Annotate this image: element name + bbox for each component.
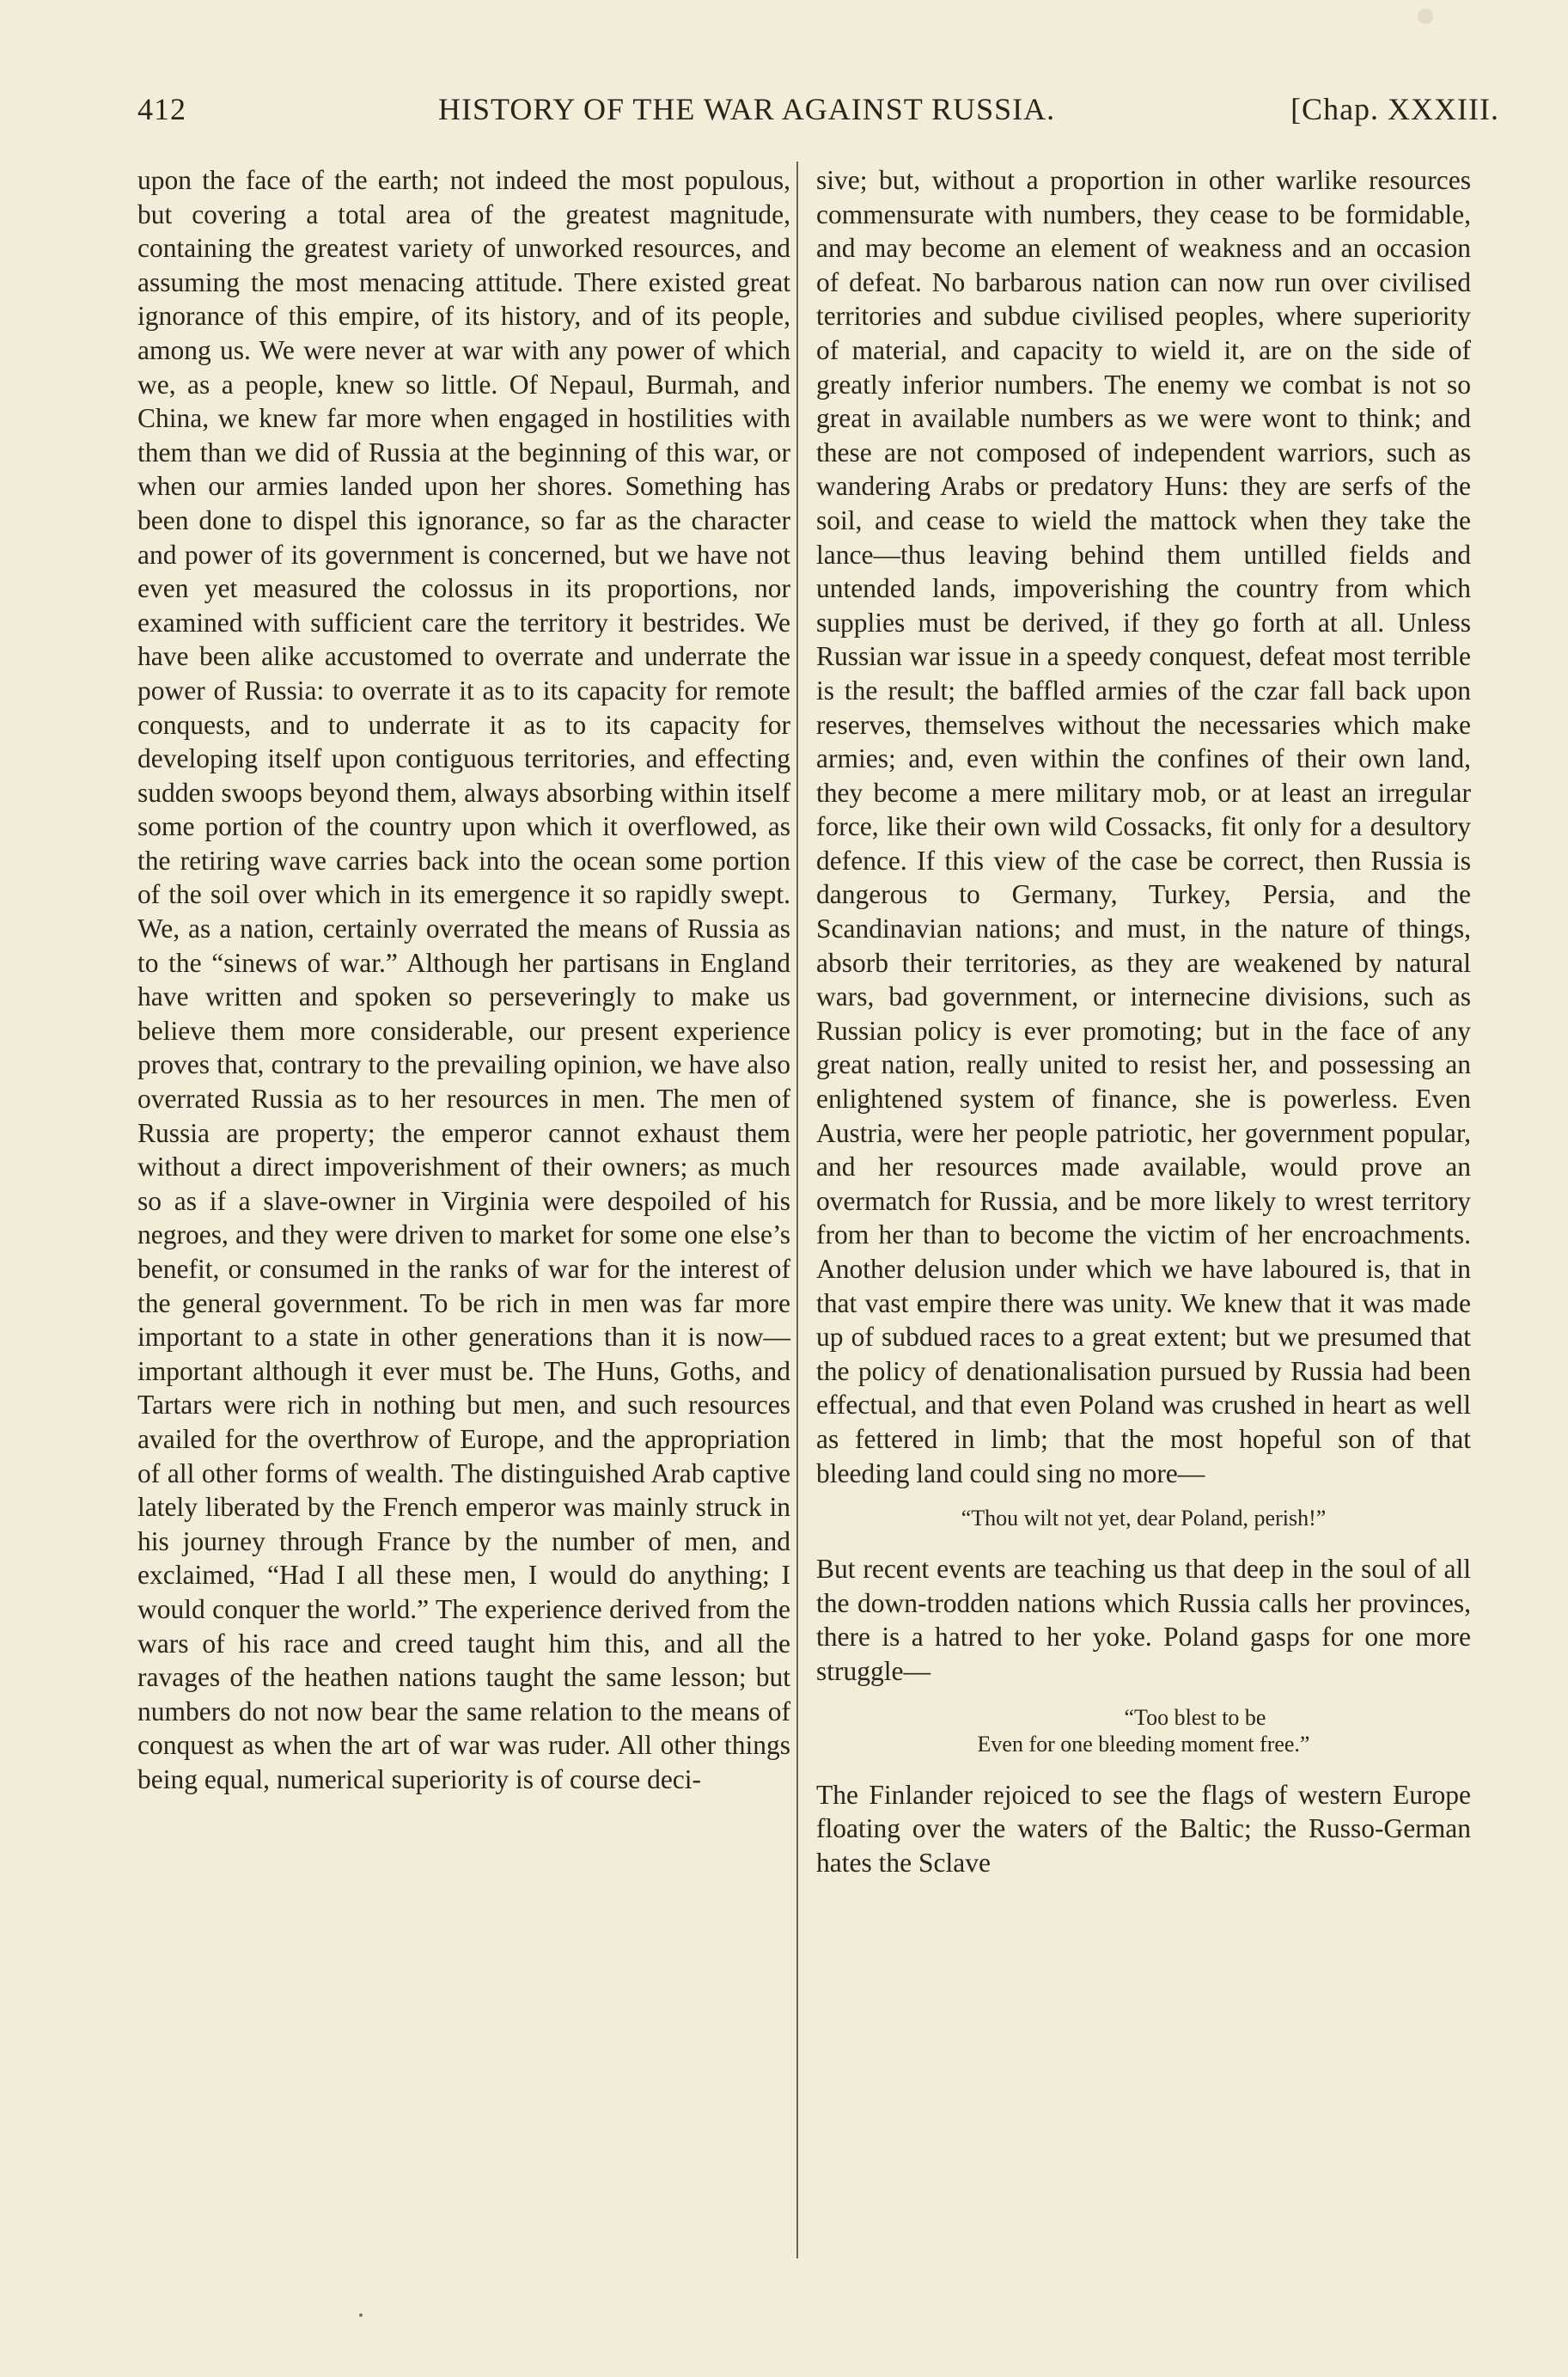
right-paragraph-3: The Finlander rejoiced to see the flags of western Europe floating over the waters of the Baltic; the Russo-German hates the Sclave [816, 1779, 1471, 1878]
page-mark [359, 2313, 363, 2317]
right-paragraph-1: sive; but, without a proportion in other warlike resources commensurate with numbers, they cease to be formidable, and may become an element of weakness and an occasion of defeat. No barbarous nation can now run over civilised territories and subdue civilised peoples, where superiority of material, and capacity to wield it, are on the side of greatly inferior numbers. The enemy we combat is not so great in available numbers as we were wont to think; and these are not composed of independent warriors, such as wandering Arabs or predatory Huns: they are serfs of the soil, and cease to wield the mattock when they take the lance—thus leaving behind them untilled fields and untended lands, impoverishing the country from which supplies must be derived, if they go forth at all. Unless Russian war issue in a speedy conquest, defeat most terrible is the result; the baffled armies of the czar fall back upon reserves, themselves without the necessaries which make armies; and, even within the confines of their own land, they become a mere military mob, or at least an irregular force, like their own wild Cossacks, fit only for a desultory defence. If this view of the case be correct, then Russia is dangerous to Germany, Turkey, Persia, and the Scandinavian nations; and must, in the nature of things, absorb their territories, as they are weakened by natural wars, bad government, or internecine divisions, such as Russian policy is ever promoting; but in the face of any great nation, really united to resist her, and possessing an enlightened system of finance, she is powerless. Even Austria, were her people patriotic, her government popular, and her resources made available, would prove an overmatch for Russia, and be more likely to wrest territory from her than to become the victim of her encroachments. Another delusion under which we have laboured is, that in that vast empire there was unity. We knew that it was made up of subdued races to a great extent; but we presumed that the policy of denationalisation pursued by Russia had been effectual, and that even Poland was crushed in heart as well as fettered in limb; that the most hopeful son of that bleeding land could sing no more— [816, 165, 1471, 1488]
page-number: 412 [137, 92, 186, 126]
verse-quote-1: “Thou wilt not yet, dear Poland, perish!” [961, 1506, 1327, 1531]
column-divider [796, 162, 798, 2258]
chapter-label: [Chap. XXXIII. [1290, 92, 1499, 126]
right-column [816, 163, 1471, 1879]
running-title: HISTORY OF THE WAR AGAINST RUSSIA. [438, 92, 1056, 126]
left-column [137, 163, 790, 1797]
right-paragraph-2: But recent events are teaching us that deep in the soul of all the down-trodden nations which Russia calls her provinces, there is a hatred to her yoke. Poland gasps for one more struggle— [816, 1554, 1471, 1686]
verse-quote-2-line-1: “Too blest to be [1124, 1704, 1266, 1730]
verse-quote-2-line-2: Even for one bleeding moment free.” [977, 1731, 1310, 1757]
page-smudge [1418, 9, 1433, 24]
left-paragraph-1: upon the face of the earth; not indeed the most populous, but covering a total area of the greatest magnitude, containing the greatest variety of unworked resources, and assuming the most menacing attitude. There existed great ignorance of this empire, of its history, and of its people, among us. We were never at war with any power of which we, as a people, knew so little. Of Nepaul, Burmah, and China, we knew far more when engaged in hostilities with them than we did of Russia at the beginning of this war, or when our armies landed upon her shores. Something has been done to dispel this ignorance, so far as the character and power of its government is concerned, but we have not even yet measured the colossus in its proportions, nor examined with sufficient care the territory it bestrides. We have been alike accustomed to overrate and underrate the power of Russia: to overrate it as to its capacity for remote conquests, and to underrate it as to its capacity for developing itself upon contiguous territories, and effecting sudden swoops beyond them, always absorbing within itself some portion of the country upon which it overflowed, as the retiring wave carries back into the ocean some portion of the soil over which in its emergence it so rapidly swept. We, as a nation, certainly overrated the means of Russia as to the “sinews of war.” Although her partisans in England have written and spoken so perseveringly to make us believe them more considerable, our present experience proves that, contrary to the prevailing opinion, we have also overrated Russia as to her resources in men. The men of Russia are property; the emperor cannot exhaust them without a direct impoverishment of their owners; as much so as if a slave-owner in Virginia were despoiled of his negroes, and they were driven to market for some one else’s benefit, or consumed in the ranks of war for the interest of the general government. To be rich in men was far more important to a state in other generations than it is now—important although it ever must be. The Huns, Goths, and Tartars were rich in nothing but men, and such resources availed for the overthrow of Europe, and the appropriation of all other forms of wealth. The distinguished Arab captive lately liberated by the French emperor was mainly struck in his journey through France by the number of men, and exclaimed, “Had I all these men, I would do anything; I would conquer the world.” The experience derived from the wars of his race and creed taught him this, and all the ravages of the heathen nations taught the same lesson; but numbers do not now bear the same relation to the means of conquest as when the art of war was ruder. All other things being equal, numerical superiority is of course deci- [137, 165, 790, 1794]
page-header [137, 84, 1499, 136]
verse-quote-2 [816, 1704, 1471, 1757]
